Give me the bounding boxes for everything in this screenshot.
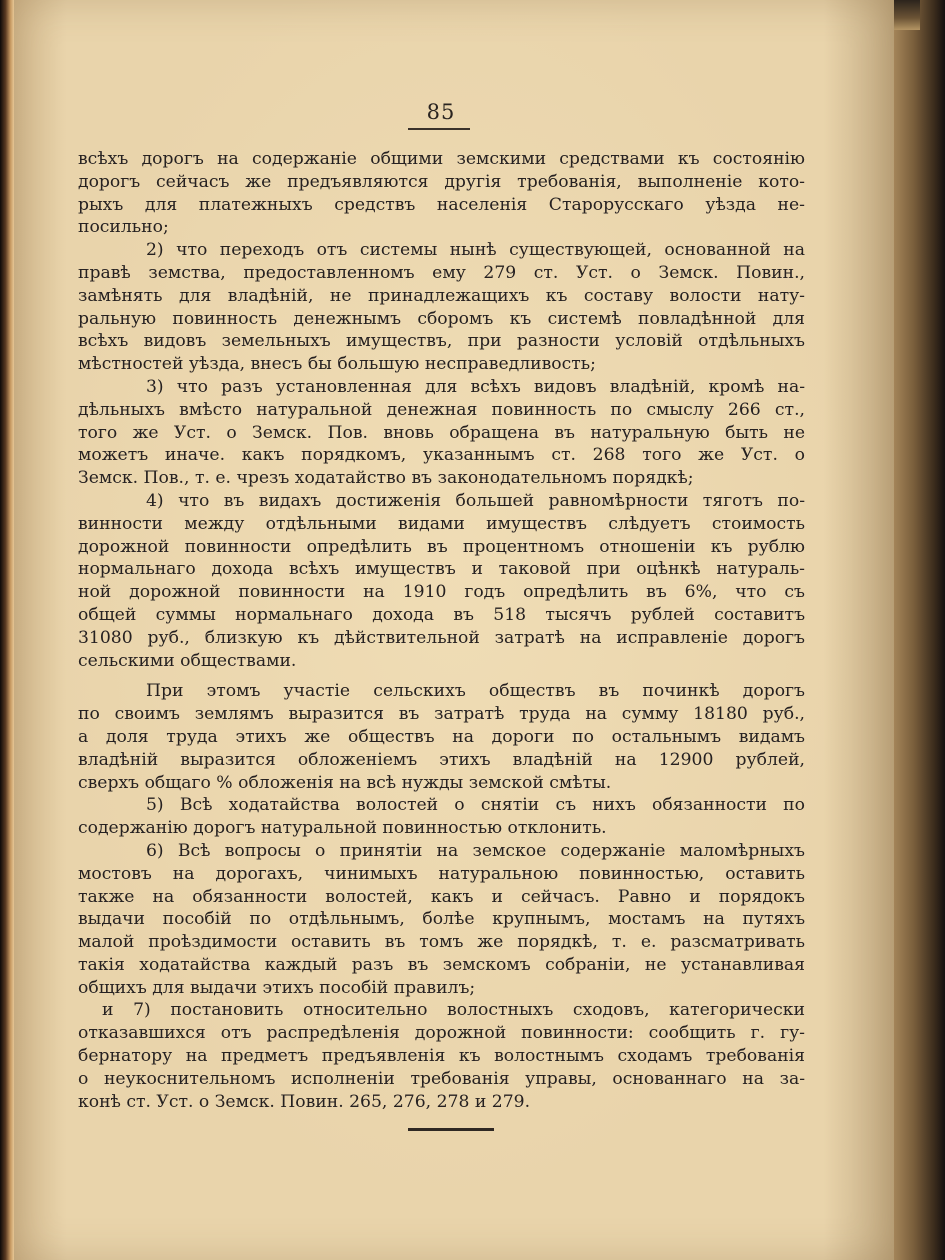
text-line: рыхъ для платежныхъ средствъ населенія Старорусскаго уѣзда не- — [78, 194, 805, 215]
paragraph — [78, 148, 805, 239]
paragraph — [78, 794, 805, 840]
text-line: сверхъ общаго % обложенія на всѣ нужды земской смѣты. — [78, 772, 612, 793]
text-line: также на обязанности волостей, какъ и сейчасъ. Равно и порядокъ — [78, 886, 805, 907]
text-line: дорожной повинности опредѣлить въ процентномъ отношеніи къ рублю — [78, 536, 805, 557]
text-line: общей суммы нормальнаго дохода въ 518 тысячъ рублей составитъ — [78, 604, 805, 625]
text-line: правѣ земства, предоставленномъ ему 279 ст. Уст. о Земск. Повин., — [78, 262, 805, 283]
paragraph — [78, 239, 805, 376]
text-line: 31080 руб., близкую къ дѣйствительной затратѣ на исправленіе дорогъ — [78, 627, 805, 648]
text-line: сельскими обществами. — [78, 650, 297, 671]
text-line: всѣхъ дорогъ на содержаніе общими земскими средствами къ состоянію — [78, 149, 805, 169]
paragraph — [78, 840, 805, 1000]
text-line: владѣній выразится обложеніемъ этихъ владѣній на 12900 рублей, — [78, 749, 805, 770]
text-line: 3) что разъ установленная для всѣхъ видовъ владѣній, кромѣ на- — [146, 376, 805, 397]
text-line: можетъ иначе. какъ порядкомъ, указаннымъ ст. 268 того же Уст. о — [78, 445, 805, 466]
text-line: 5) Всѣ ходатайства волостей о снятіи съ нихъ обязанности по — [146, 795, 805, 816]
text-line: о неукоснительномъ исполненіи требованія управы, основаннаго на за- — [78, 1068, 805, 1089]
text-line: конѣ ст. Уст. о Земск. Повин. 265, 276, 278 и 279. — [78, 1091, 531, 1112]
text-line: того же Уст. о Земск. Пов. вновь обращена въ натуральную быть не — [78, 422, 805, 443]
paragraph — [78, 376, 805, 490]
text-line: 4) что въ видахъ достиженія большей равномѣрности тяготъ по- — [146, 490, 805, 511]
text-line: отказавшихся отъ распредѣленія дорожной повинности: сообщить г. гу- — [78, 1023, 805, 1044]
text-line: При этомъ участіе сельскихъ обществъ въ починкѣ дорогъ — [146, 681, 805, 702]
binding-edge — [0, 0, 14, 1260]
text-line: такія ходатайства каждый разъ въ земскомъ собраніи, не устанавливая — [78, 954, 805, 975]
text-line: замѣнять для владѣній, не принадлежащихъ къ составу волости нату- — [78, 285, 805, 306]
paragraph-gap — [78, 672, 805, 680]
paragraph — [78, 680, 805, 794]
text-line: нормальнаго дохода всѣхъ имуществъ и таковой при оцѣнкѣ натураль- — [78, 559, 805, 580]
paragraph — [78, 999, 805, 1113]
text-line: и 7) постановить относительно волостныхъ сходовъ, категорически — [102, 1000, 805, 1021]
page-sheet — [14, 0, 894, 1260]
closing-rule — [408, 1128, 494, 1131]
text-line: выдачи пособій по отдѣльнымъ, болѣе крупнымъ, мостамъ на путяхъ — [78, 909, 805, 930]
text-line: 6) Всѣ вопросы о принятіи на земское содержаніе маломѣрныхъ — [146, 840, 805, 861]
text-line: ральную повинность денежнымъ сборомъ къ системѣ повладѣнной для — [78, 308, 805, 329]
text-line: Земск. Пов., т. е. чрезъ ходатайство въ законодательномъ порядкѣ; — [78, 468, 694, 489]
paragraph — [78, 490, 805, 672]
text-line: общихъ для выдачи этихъ пособій правилъ; — [78, 977, 476, 998]
page-number-underline — [408, 128, 470, 130]
text-line: 2) что переходъ отъ системы нынѣ существующей, основанной на — [146, 240, 805, 261]
text-line: мостовъ на дорогахъ, чинимыхъ натуральною повинностью, оставить — [78, 863, 805, 884]
text-line: дорогъ сейчасъ же предъявляются другія требованія, выполненіе кото- — [78, 171, 805, 192]
text-line: бернатору на предметъ предъявленія къ волостнымъ сходамъ требованія — [78, 1046, 805, 1067]
text-line: винности между отдѣльными видами имуществъ слѣдуетъ стоимость — [78, 513, 805, 534]
text-line: содержанію дорогъ натуральной повинностью отклонить. — [78, 818, 607, 839]
text-line: а доля труда этихъ же обществъ на дороги по остальнымъ видамъ — [78, 726, 805, 747]
text-line: дѣльныхъ вмѣсто натуральной денежная повинность по смыслу 266 ст., — [78, 399, 805, 420]
text-line: посильно; — [78, 217, 169, 238]
text-line: ной дорожной повинности на 1910 годъ опредѣлить въ 6%, что съ — [78, 582, 805, 603]
body-text — [78, 148, 805, 1113]
page-number: 85 — [426, 100, 456, 124]
text-line: по своимъ землямъ выразится въ затратѣ труда на сумму 18180 руб., — [78, 704, 805, 725]
text-line: мѣстностей уѣзда, внесъ бы большую несправедливость; — [78, 354, 596, 375]
text-line: всѣхъ видовъ земельныхъ имуществъ, при разности условій отдѣльныхъ — [78, 331, 805, 352]
text-line: малой проѣздимости оставить въ томъ же порядкѣ, т. е. разсматривать — [78, 932, 805, 953]
